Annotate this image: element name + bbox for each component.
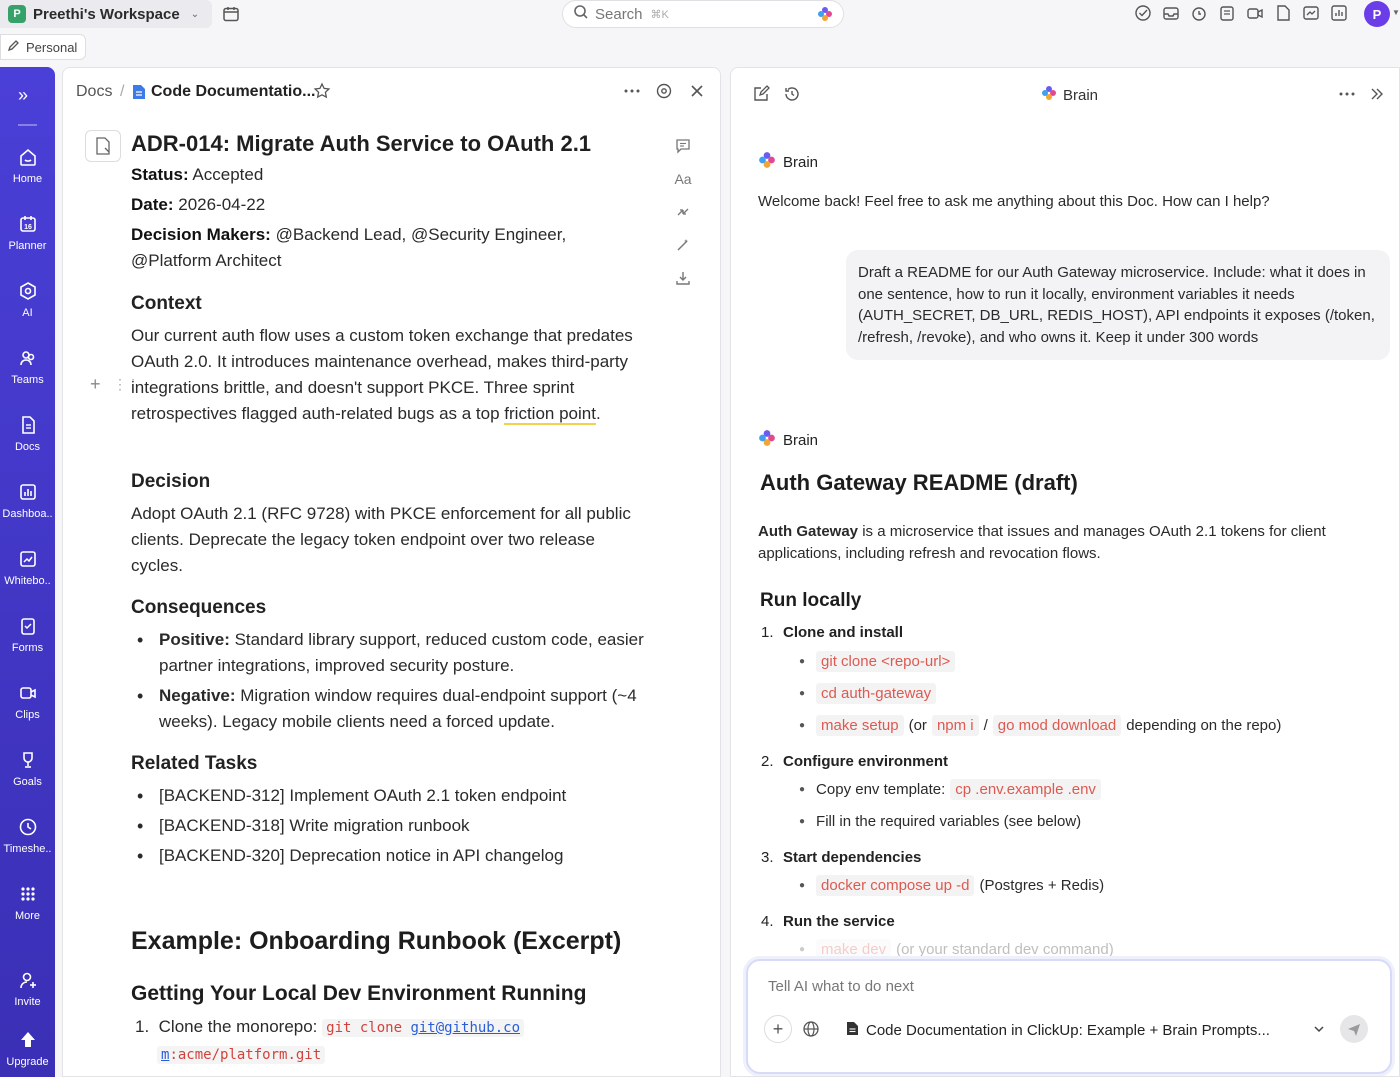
- sidebar-item-forms[interactable]: [0, 616, 55, 654]
- status-line: [131, 162, 263, 188]
- decision-heading: Decision: [131, 471, 211, 492]
- top-actions: [1134, 4, 1348, 22]
- sidebar-item-label: Teams: [11, 374, 44, 386]
- makers-value: @Backend Lead, @Security Engineer, @Platform Architect: [131, 225, 567, 270]
- share-sync-icon[interactable]: [671, 204, 695, 237]
- sidebar-item-clips[interactable]: [0, 683, 55, 721]
- globe-icon[interactable]: [802, 1020, 820, 1043]
- svg-text:16: 16: [23, 224, 32, 231]
- brain-header: [1041, 85, 1098, 105]
- decision-makers-line: [131, 222, 601, 274]
- document-icon[interactable]: [1274, 4, 1292, 22]
- sidebar-item-ai[interactable]: [0, 281, 55, 319]
- avatar[interactable]: P: [1364, 1, 1390, 27]
- notepad-icon[interactable]: [1218, 4, 1236, 22]
- space-selector[interactable]: [0, 34, 86, 60]
- code-snippet[interactable]: make setup: [816, 715, 904, 736]
- step-number: 1.: [135, 1017, 150, 1036]
- invite-icon: [18, 970, 38, 990]
- check-task-icon[interactable]: [1134, 4, 1152, 22]
- list-item[interactable]: • [BACKEND-320] Deprecation notice in API changelog: [131, 843, 671, 869]
- run-locally-heading: Run locally: [760, 590, 862, 611]
- doc-panel: [62, 67, 721, 1077]
- context-heading: Context: [131, 293, 202, 314]
- search-icon: [573, 4, 589, 25]
- negative-label: Negative:: [159, 686, 236, 705]
- readme-substep: [799, 779, 1101, 800]
- brain-panel: [730, 67, 1400, 1077]
- step-number: 3.: [761, 849, 774, 866]
- code-snippet[interactable]: cd auth-gateway: [816, 683, 936, 704]
- history-icon[interactable]: [783, 85, 801, 108]
- bullet-dot: ●: [799, 656, 806, 667]
- brain-logo-icon: [758, 151, 776, 173]
- runbook-step-1: [135, 1014, 655, 1068]
- drag-handle-icon[interactable]: ⋮⋮: [113, 376, 139, 392]
- consequences-heading: Consequences: [131, 597, 267, 618]
- context-text: Our current auth flow uses a custom token exchange that predates OAuth 2.0. It introduces maintenance overhead, makes third-party integrations brittle, and doesn't support PKCE. Three sprint retrospectives flagged auth-related bugs as a top: [131, 326, 633, 423]
- add-attachment-button[interactable]: +: [764, 1015, 792, 1043]
- readme-step-3: [761, 849, 921, 866]
- sidebar-item-teams[interactable]: [0, 348, 55, 386]
- bullet-dot: ●: [799, 816, 806, 827]
- code-prefix: git clone: [326, 1020, 411, 1036]
- sidebar-item-label: Clips: [15, 709, 40, 721]
- substep-text: depending on the repo): [1126, 717, 1282, 734]
- chevron-down-icon[interactable]: ▼: [1392, 8, 1400, 17]
- substep-text: Fill in the required variables (see below): [816, 813, 1082, 830]
- example-heading: Example: Onboarding Runbook (Excerpt): [131, 927, 622, 955]
- doc-side-toolbar: [671, 138, 695, 303]
- bullet-dot: ●: [799, 880, 806, 891]
- ai-sparkle-icon[interactable]: [817, 6, 833, 27]
- step-number: 2.: [761, 753, 774, 770]
- makers-label: Decision Makers:: [131, 225, 271, 244]
- brain-sender: [758, 429, 818, 451]
- sidebar-item-label: Goals: [13, 776, 42, 788]
- send-icon: [1347, 1022, 1361, 1036]
- substep-text: (or: [908, 717, 927, 734]
- brain-logo-icon: [1041, 85, 1057, 105]
- list-item[interactable]: • [BACKEND-312] Implement OAuth 2.1 token endpoint: [131, 783, 671, 809]
- repo-link-start[interactable]: git@github.co: [410, 1020, 521, 1036]
- send-button[interactable]: [1340, 1015, 1368, 1043]
- readme-intro-text: is a microservice that issues and manages OAuth 2.1 tokens for client applications, including refresh and revocation flows.: [758, 523, 1326, 562]
- readme-intro: [758, 521, 1378, 565]
- readme-substep: [799, 939, 1114, 960]
- highlighted-text[interactable]: friction point: [504, 404, 596, 423]
- step-title: Run the service: [783, 913, 895, 930]
- readme-substep: [799, 875, 1104, 896]
- sidebar-item-label: Forms: [11, 642, 44, 654]
- sidebar-item-docs[interactable]: [0, 415, 55, 453]
- date-value: 2026-04-22: [173, 195, 266, 214]
- sidebar-item-label: Upgrade: [6, 1056, 49, 1068]
- chat-input[interactable]: Tell AI what to do next: [768, 978, 914, 995]
- substep-text: (or your standard dev command): [896, 941, 1114, 958]
- sidebar-item-label: Timeshe..: [3, 843, 52, 855]
- settings-icon[interactable]: [655, 82, 673, 105]
- comment-icon[interactable]: [671, 138, 695, 171]
- brain-header-title: Brain: [1063, 86, 1099, 104]
- sidebar-item-whiteboards[interactable]: [0, 549, 55, 587]
- new-chat-icon[interactable]: [752, 85, 770, 108]
- sidebar-item-planner[interactable]: [0, 214, 55, 252]
- brain-sender-name: Brain: [783, 153, 819, 171]
- welcome-message: Welcome back! Feel free to ask me anything about this Doc. How can I help?: [758, 193, 1270, 210]
- search-bar[interactable]: [562, 0, 844, 28]
- document-icon: [132, 84, 146, 105]
- step-title: Configure environment: [783, 753, 949, 770]
- sidebar-divider: [18, 124, 37, 126]
- workspace-name: Preethi's Workspace: [33, 5, 180, 23]
- repo-link-end[interactable]: m: [161, 1047, 170, 1063]
- breadcrumb-doc-title[interactable]: Code Documentatio...: [151, 83, 316, 100]
- dashboard-icon: [18, 482, 38, 502]
- consequences-list: [131, 627, 651, 739]
- space-label: Personal: [26, 39, 78, 55]
- date-label: Date:: [131, 195, 174, 214]
- readme-step-1: [761, 624, 903, 641]
- ai-icon: [18, 281, 38, 301]
- sidebar-item-home[interactable]: [0, 147, 55, 185]
- env-heading: Getting Your Local Dev Environment Running: [131, 982, 587, 1005]
- teams-icon: [18, 348, 38, 368]
- step-number: 1.: [761, 624, 774, 641]
- step-number: 4.: [761, 913, 774, 930]
- step-text: Clone the monorepo:: [158, 1017, 323, 1036]
- negative-text: Migration window requires dual-endpoint support (~4 weeks). Legacy mobile clients need a forced update.: [159, 686, 637, 731]
- readme-intro-bold: Auth Gateway: [758, 523, 859, 540]
- readme-substep: [799, 715, 1281, 736]
- code-snippet[interactable]: git clone <repo-url>: [816, 651, 955, 672]
- sidebar-item-label: Planner: [8, 240, 47, 252]
- more-options-icon[interactable]: [1338, 85, 1356, 108]
- calendar-icon[interactable]: [222, 5, 240, 23]
- page-settings-icon[interactable]: [85, 130, 121, 162]
- code-snippet-continued: [157, 1046, 325, 1064]
- positive-text: Standard library support, reduced custom code, easier partner integrations, improved security posture.: [159, 630, 644, 675]
- substep-text: (Postgres + Redis): [979, 877, 1105, 894]
- calendar-icon: [18, 214, 38, 234]
- grid-icon: [18, 884, 38, 904]
- code-snippet[interactable]: npm i: [932, 715, 979, 736]
- sidebar-item-upgrade[interactable]: [0, 1030, 55, 1068]
- sidebar-item-label: AI: [22, 307, 33, 319]
- video-icon[interactable]: [1246, 4, 1264, 22]
- more-options-icon[interactable]: [623, 82, 641, 105]
- text-format-icon[interactable]: Aa: [674, 171, 692, 187]
- related-tasks-heading: Related Tasks: [131, 753, 258, 774]
- substep-text: Copy env template:: [816, 781, 946, 798]
- sidebar-item-label: More: [14, 910, 41, 922]
- dashboard-icon[interactable]: [1330, 4, 1348, 22]
- positive-label: Positive:: [159, 630, 230, 649]
- workspace-badge: P: [8, 5, 26, 23]
- date-line: [131, 192, 265, 218]
- search-shortcut: ⌘K: [650, 8, 669, 21]
- pencil-icon: [7, 38, 21, 57]
- context-period: .: [595, 404, 601, 423]
- code-snippet[interactable]: make dev: [816, 939, 891, 960]
- brain-sender: [758, 151, 818, 173]
- inbox-icon[interactable]: [1162, 4, 1180, 22]
- document-icon: [846, 1021, 859, 1040]
- sidebar-item-label: Dashboa..: [2, 508, 53, 520]
- sidebar-item-timesheets[interactable]: [0, 817, 55, 855]
- sidebar: [0, 67, 55, 1077]
- clips-icon: [18, 683, 38, 703]
- doc-content[interactable]: [73, 118, 711, 1077]
- chevron-down-icon: ⌄: [190, 8, 200, 20]
- collapse-panel-icon[interactable]: [1368, 85, 1386, 108]
- docs-icon: [18, 415, 38, 435]
- sidebar-item-invite[interactable]: [0, 970, 55, 1008]
- search-placeholder: Search: [595, 5, 643, 23]
- readme-step-4: [761, 913, 895, 930]
- list-item: [131, 627, 651, 679]
- star-icon[interactable]: [313, 82, 331, 105]
- breadcrumb-separator: /: [120, 83, 125, 100]
- bullet-dot: ●: [799, 784, 806, 795]
- list-item: [131, 683, 651, 735]
- chevron-down-icon[interactable]: [1313, 1023, 1325, 1038]
- context-paragraph: [131, 323, 641, 427]
- breadcrumb-docs[interactable]: Docs: [76, 83, 113, 100]
- trophy-icon: [18, 750, 38, 770]
- sidebar-item-label: Docs: [14, 441, 41, 453]
- code-snippet: [322, 1019, 524, 1037]
- code-suffix: :acme/platform.git: [169, 1047, 322, 1063]
- readme-title: Auth Gateway README (draft): [760, 470, 1078, 495]
- substep-text: /: [983, 717, 988, 734]
- user-message: Draft a README for our Auth Gateway microservice. Include: what it does in one sentence, how to run it locally, environment variables it needs (AUTH_SECRET, DB_URL, REDIS_HOST), API endpoints it exposes (/token, /refresh, /revoke), and who owns it. Keep it under 300 words: [846, 250, 1390, 360]
- clock-icon: [18, 817, 38, 837]
- expand-sidebar-icon[interactable]: »: [18, 85, 29, 105]
- decision-paragraph: Adopt OAuth 2.1 (RFC 9728) with PKCE enforcement for all public clients. Deprecate the legacy token endpoint over two release cycles.: [131, 504, 631, 575]
- sidebar-item-label: Whitebo..: [4, 575, 51, 587]
- bullet-dot: ●: [799, 720, 806, 731]
- home-icon: [18, 147, 38, 167]
- readme-substep: [799, 813, 1081, 830]
- sidebar-item-label: Invite: [14, 996, 41, 1008]
- sidebar-item-goals[interactable]: [0, 750, 55, 788]
- add-block-icon[interactable]: +: [90, 374, 101, 394]
- forms-icon: [18, 616, 38, 636]
- code-snippet[interactable]: cp .env.example .env: [950, 779, 1101, 800]
- list-item[interactable]: • [BACKEND-318] Write migration runbook: [131, 813, 671, 839]
- bullet-dot: ●: [799, 944, 806, 955]
- chat-context-selector[interactable]: [846, 1021, 1270, 1040]
- chat-input-box[interactable]: [746, 959, 1392, 1074]
- upgrade-icon: [18, 1030, 38, 1050]
- status-value: Accepted: [188, 165, 264, 184]
- readme-substep: [799, 651, 955, 672]
- status-label: Status:: [131, 165, 189, 184]
- top-bar: [0, 0, 1400, 30]
- magic-wand-icon[interactable]: [671, 237, 695, 270]
- brain-logo-icon: [758, 429, 776, 451]
- code-snippet[interactable]: docker compose up -d: [816, 875, 974, 896]
- workspace-switcher[interactable]: [0, 0, 212, 28]
- brain-sender-name: Brain: [783, 431, 819, 449]
- bullet-dot: ●: [799, 688, 806, 699]
- sidebar-item-dashboards[interactable]: [0, 482, 55, 520]
- sidebar-item-label: Home: [12, 173, 43, 185]
- step-title: Clone and install: [783, 624, 904, 641]
- related-tasks-list: [131, 783, 671, 873]
- chat-context-label: Code Documentation in ClickUp: Example + Brain Prompts...: [866, 1022, 1270, 1039]
- doc-header: [63, 68, 720, 118]
- close-icon[interactable]: [688, 82, 706, 105]
- whiteboard-icon: [18, 549, 38, 569]
- download-icon[interactable]: [671, 270, 695, 303]
- alarm-icon[interactable]: [1190, 4, 1208, 22]
- readme-substep: [799, 683, 936, 704]
- code-snippet[interactable]: go mod download: [993, 715, 1121, 736]
- whiteboard-icon[interactable]: [1302, 4, 1320, 22]
- readme-step-2: [761, 753, 948, 770]
- step-title: Start dependencies: [783, 849, 922, 866]
- sidebar-item-more[interactable]: [0, 884, 55, 922]
- doc-title[interactable]: ADR-014: Migrate Auth Service to OAuth 2.1: [131, 131, 592, 156]
